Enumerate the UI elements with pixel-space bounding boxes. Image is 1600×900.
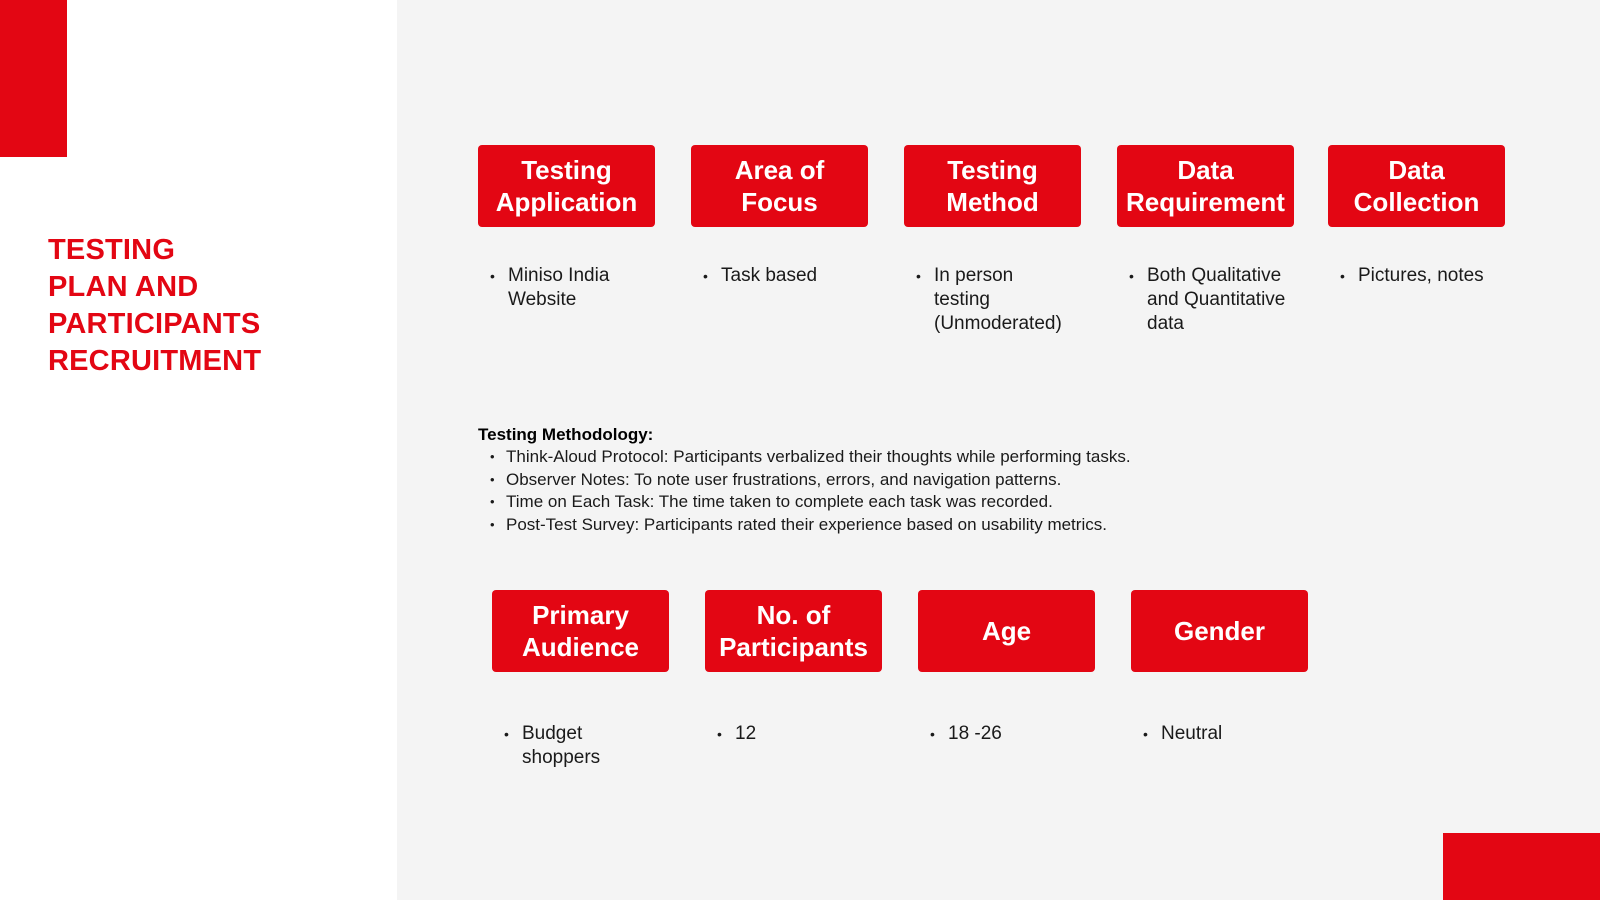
- list-data-requirement: [1117, 264, 1292, 336]
- methodology-list: [478, 446, 1131, 536]
- list-item: • 12: [705, 722, 845, 746]
- list-item: • 18 -26: [918, 722, 1058, 746]
- list-item: • In person testing (Unmoderated): [904, 264, 1074, 336]
- card-testing-application: Testing Application: [478, 145, 655, 227]
- accent-block-top: [0, 0, 67, 157]
- card-area-of-focus: Area of Focus: [691, 145, 868, 227]
- card-gender: Gender: [1131, 590, 1308, 672]
- card-data-requirement: Data Requirement: [1117, 145, 1294, 227]
- list-data-collection: [1328, 264, 1528, 288]
- list-primary-audience: [492, 722, 632, 770]
- list-item: • Task based: [691, 264, 871, 288]
- card-primary-audience: Primary Audience: [492, 590, 669, 672]
- list-age: [918, 722, 1058, 746]
- list-item: • Pictures, notes: [1328, 264, 1528, 288]
- slide-title: TESTING PLAN AND PARTICIPANTS RECRUITMENT: [48, 234, 262, 377]
- list-item: • Observer Notes: To note user frustrations, errors, and navigation patterns.: [478, 469, 1131, 492]
- card-no-of-participants: No. of Participants: [705, 590, 882, 672]
- list-gender: [1131, 722, 1271, 746]
- card-testing-method: Testing Method: [904, 145, 1081, 227]
- list-item: • Budget shoppers: [492, 722, 632, 770]
- list-testing-method: [904, 264, 1074, 336]
- list-testing-application: [478, 264, 658, 312]
- list-item: • Think-Aloud Protocol: Participants verbalized their thoughts while performing tasks.: [478, 446, 1131, 469]
- accent-block-bottom: [1443, 833, 1600, 900]
- list-item: • Miniso India Website: [478, 264, 658, 312]
- list-item: • Time on Each Task: The time taken to complete each task was recorded.: [478, 491, 1131, 514]
- card-age: Age: [918, 590, 1095, 672]
- list-item: • Both Qualitative and Quantitative data: [1117, 264, 1292, 336]
- list-no-of-participants: [705, 722, 845, 746]
- card-data-collection: Data Collection: [1328, 145, 1505, 227]
- list-area-of-focus: [691, 264, 871, 288]
- list-item: • Neutral: [1131, 722, 1271, 746]
- methodology-heading: Testing Methodology:: [478, 425, 654, 444]
- list-item: • Post-Test Survey: Participants rated their experience based on usability metrics.: [478, 514, 1131, 537]
